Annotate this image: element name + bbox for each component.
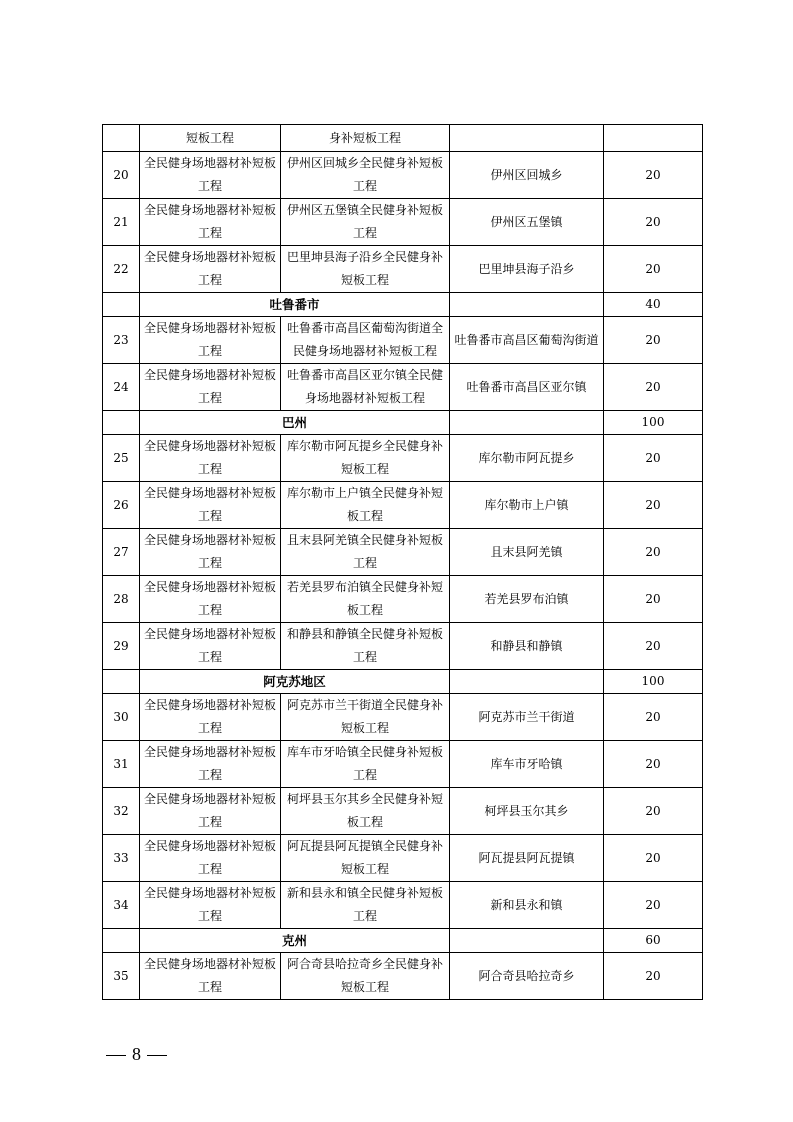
cell-category: 全民健身场地器材补短板工程 — [140, 482, 281, 529]
cell-project-name: 新和县永和镇全民健身补短板工程 — [281, 882, 450, 929]
cell-category: 全民健身场地器材补短板工程 — [140, 529, 281, 576]
cell-no: 28 — [103, 576, 140, 623]
cell-amount: 20 — [604, 529, 703, 576]
cell-location: 库车市牙哈镇 — [450, 741, 604, 788]
region-row — [103, 411, 703, 435]
cell-project-name: 身补短板工程 — [281, 125, 450, 152]
cell-project-name: 伊州区五堡镇全民健身补短板工程 — [281, 199, 450, 246]
cell-location: 阿瓦提县阿瓦提镇 — [450, 835, 604, 882]
cell-amount: 20 — [604, 741, 703, 788]
page-number: 8 — [132, 1044, 141, 1064]
region-amount: 100 — [604, 411, 703, 435]
table-row — [103, 882, 703, 929]
region-name: 阿克苏地区 — [140, 670, 450, 694]
footer-dash-right — [147, 1055, 167, 1056]
cell-amount: 20 — [604, 152, 703, 199]
region-name: 克州 — [140, 929, 450, 953]
cell-no: 30 — [103, 694, 140, 741]
cell-no: 25 — [103, 435, 140, 482]
cell-amount: 20 — [604, 199, 703, 246]
cell-amount: 20 — [604, 882, 703, 929]
cell-no: 32 — [103, 788, 140, 835]
cell-amount: 20 — [604, 835, 703, 882]
table-row — [103, 199, 703, 246]
cell-no: 27 — [103, 529, 140, 576]
cell-location: 库尔勒市上户镇 — [450, 482, 604, 529]
cell-no: 31 — [103, 741, 140, 788]
cell-category: 全民健身场地器材补短板工程 — [140, 246, 281, 293]
cell-no: 21 — [103, 199, 140, 246]
cell-project-name: 阿瓦提县阿瓦提镇全民健身补短板工程 — [281, 835, 450, 882]
table-row — [103, 152, 703, 199]
cell-category: 短板工程 — [140, 125, 281, 152]
cell-location: 阿克苏市兰干街道 — [450, 694, 604, 741]
table-row — [103, 435, 703, 482]
cell-location: 阿合奇县哈拉奇乡 — [450, 953, 604, 1000]
cell-location — [450, 125, 604, 152]
cell-no — [103, 125, 140, 152]
cell-location: 吐鲁番市高昌区葡萄沟街道 — [450, 317, 604, 364]
cell-category: 全民健身场地器材补短板工程 — [140, 694, 281, 741]
cell-no: 22 — [103, 246, 140, 293]
footer-dash-left — [106, 1055, 126, 1056]
table-row — [103, 529, 703, 576]
table-row — [103, 317, 703, 364]
cell-project-name: 且末县阿羌镇全民健身补短板工程 — [281, 529, 450, 576]
cell-no: 24 — [103, 364, 140, 411]
table-row — [103, 694, 703, 741]
table-row — [103, 953, 703, 1000]
cell-location: 巴里坤县海子沿乡 — [450, 246, 604, 293]
table-row — [103, 741, 703, 788]
cell-project-name: 库尔勒市阿瓦提乡全民健身补短板工程 — [281, 435, 450, 482]
cell-project-name: 阿克苏市兰干街道全民健身补短板工程 — [281, 694, 450, 741]
cell-no: 29 — [103, 623, 140, 670]
cell-category: 全民健身场地器材补短板工程 — [140, 152, 281, 199]
table-row — [103, 364, 703, 411]
cell-no: 34 — [103, 882, 140, 929]
table-row — [103, 788, 703, 835]
cell-category: 全民健身场地器材补短板工程 — [140, 623, 281, 670]
cell-category: 全民健身场地器材补短板工程 — [140, 788, 281, 835]
cell-no — [103, 929, 140, 953]
cell-project-name: 库尔勒市上户镇全民健身补短板工程 — [281, 482, 450, 529]
cell-amount: 20 — [604, 788, 703, 835]
cell-project-name: 库车市牙哈镇全民健身补短板工程 — [281, 741, 450, 788]
cell-project-name: 阿合奇县哈拉奇乡全民健身补短板工程 — [281, 953, 450, 1000]
table-row — [103, 623, 703, 670]
cell-amount: 20 — [604, 482, 703, 529]
cell-no: 35 — [103, 953, 140, 1000]
cell-project-name: 若羌县罗布泊镇全民健身补短板工程 — [281, 576, 450, 623]
cell-location: 吐鲁番市高昌区亚尔镇 — [450, 364, 604, 411]
cell-project-name: 柯坪县玉尔其乡全民健身补短板工程 — [281, 788, 450, 835]
cell-category: 全民健身场地器材补短板工程 — [140, 835, 281, 882]
cell-location — [450, 293, 604, 317]
region-amount: 40 — [604, 293, 703, 317]
cell-category: 全民健身场地器材补短板工程 — [140, 953, 281, 1000]
region-amount: 100 — [604, 670, 703, 694]
cell-category: 全民健身场地器材补短板工程 — [140, 576, 281, 623]
region-amount: 60 — [604, 929, 703, 953]
cell-location: 库尔勒市阿瓦提乡 — [450, 435, 604, 482]
cell-no: 26 — [103, 482, 140, 529]
region-row — [103, 929, 703, 953]
cell-amount: 20 — [604, 576, 703, 623]
cell-no: 23 — [103, 317, 140, 364]
cell-location: 伊州区五堡镇 — [450, 199, 604, 246]
project-table — [102, 124, 703, 1000]
project-table-body — [103, 125, 703, 1000]
cell-location — [450, 411, 604, 435]
cell-category: 全民健身场地器材补短板工程 — [140, 741, 281, 788]
cell-amount — [604, 125, 703, 152]
cell-location: 新和县永和镇 — [450, 882, 604, 929]
table-row — [103, 835, 703, 882]
cell-project-name: 吐鲁番市高昌区葡萄沟街道全民健身场地器材补短板工程 — [281, 317, 450, 364]
region-name: 吐鲁番市 — [140, 293, 450, 317]
table-row — [103, 246, 703, 293]
region-row — [103, 670, 703, 694]
cell-amount: 20 — [604, 317, 703, 364]
table-row-continuation — [103, 125, 703, 152]
cell-category: 全民健身场地器材补短板工程 — [140, 882, 281, 929]
cell-project-name: 巴里坤县海子沿乡全民健身补短板工程 — [281, 246, 450, 293]
cell-amount: 20 — [604, 694, 703, 741]
region-name: 巴州 — [140, 411, 450, 435]
cell-amount: 20 — [604, 364, 703, 411]
cell-location: 和静县和静镇 — [450, 623, 604, 670]
cell-amount: 20 — [604, 623, 703, 670]
table-row — [103, 482, 703, 529]
cell-category: 全民健身场地器材补短板工程 — [140, 364, 281, 411]
cell-location — [450, 929, 604, 953]
cell-project-name: 吐鲁番市高昌区亚尔镇全民健身场地器材补短板工程 — [281, 364, 450, 411]
cell-no — [103, 293, 140, 317]
cell-location: 柯坪县玉尔其乡 — [450, 788, 604, 835]
cell-no — [103, 670, 140, 694]
cell-category: 全民健身场地器材补短板工程 — [140, 435, 281, 482]
region-row — [103, 293, 703, 317]
cell-amount: 20 — [604, 953, 703, 1000]
cell-location: 若羌县罗布泊镇 — [450, 576, 604, 623]
page-footer — [100, 1044, 173, 1065]
cell-project-name: 和静县和静镇全民健身补短板工程 — [281, 623, 450, 670]
cell-category: 全民健身场地器材补短板工程 — [140, 317, 281, 364]
cell-no: 20 — [103, 152, 140, 199]
cell-location — [450, 670, 604, 694]
cell-location: 伊州区回城乡 — [450, 152, 604, 199]
cell-category: 全民健身场地器材补短板工程 — [140, 199, 281, 246]
cell-amount: 20 — [604, 246, 703, 293]
cell-project-name: 伊州区回城乡全民健身补短板工程 — [281, 152, 450, 199]
cell-no: 33 — [103, 835, 140, 882]
cell-location: 且末县阿羌镇 — [450, 529, 604, 576]
table-row — [103, 576, 703, 623]
cell-amount: 20 — [604, 435, 703, 482]
cell-no — [103, 411, 140, 435]
